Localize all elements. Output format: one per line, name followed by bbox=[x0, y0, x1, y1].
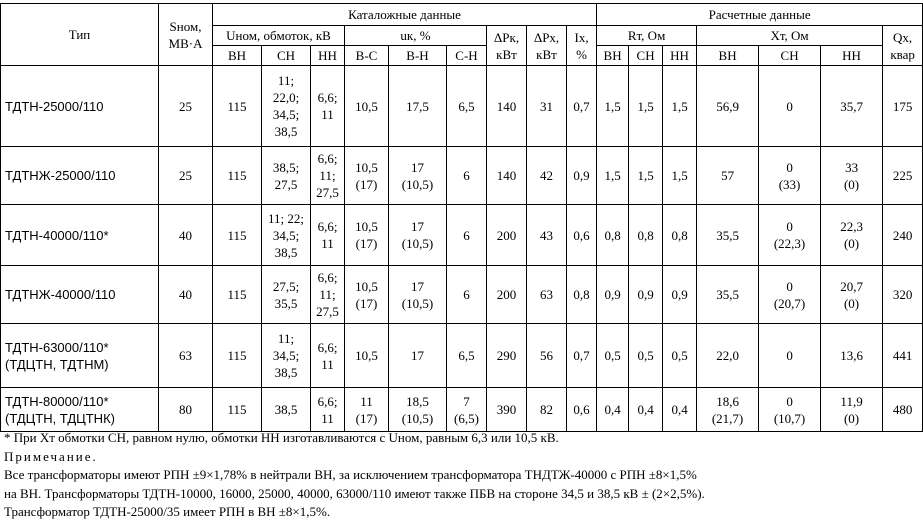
cell-u-vn: 115 bbox=[213, 205, 262, 266]
table-row bbox=[1, 388, 923, 432]
cell-x-sn: 0 bbox=[759, 66, 821, 147]
cell-dpk: 140 bbox=[487, 66, 527, 147]
cell-x-nn: 35,7 bbox=[821, 66, 883, 147]
header-u-nn: НН bbox=[311, 46, 345, 66]
cell-x-vn: 35,5 bbox=[697, 205, 759, 266]
header-dpk: ΔPк, кВт bbox=[487, 26, 527, 66]
cell-r-nn: 0,4 bbox=[663, 388, 697, 432]
cell-qx: 320 bbox=[883, 266, 923, 324]
cell-dpx: 31 bbox=[527, 66, 567, 147]
cell-uk-vs: 10,5 (17) bbox=[345, 266, 389, 324]
cell-uk-sn: 6,5 bbox=[447, 324, 487, 388]
cell-u-nn: 6,6; 11 bbox=[311, 324, 345, 388]
header-r-nn: НН bbox=[663, 46, 697, 66]
header-dpx: ΔPх, кВт bbox=[527, 26, 567, 66]
cell-uk-vn: 17,5 bbox=[389, 66, 447, 147]
cell-dpk: 200 bbox=[487, 266, 527, 324]
header-uk-vs: В-С bbox=[345, 46, 389, 66]
cell-uk-vn: 17 bbox=[389, 324, 447, 388]
cell-u-nn: 6,6; 11 bbox=[311, 66, 345, 147]
header-s-nom: Sном, МВ·А bbox=[159, 4, 213, 66]
cell-type: ТДТН-25000/110 bbox=[1, 66, 159, 147]
cell-uk-vs: 10,5 (17) bbox=[345, 205, 389, 266]
cell-ix: 0,6 bbox=[567, 205, 597, 266]
cell-x-vn: 22,0 bbox=[697, 324, 759, 388]
cell-r-sn: 0,8 bbox=[629, 205, 663, 266]
cell-r-vn: 1,5 bbox=[597, 66, 629, 147]
cell-u-vn: 115 bbox=[213, 66, 262, 147]
cell-u-nn: 6,6; 11 bbox=[311, 388, 345, 432]
cell-ix: 0,8 bbox=[567, 266, 597, 324]
table-row bbox=[1, 266, 923, 324]
cell-x-sn: 0 (10,7) bbox=[759, 388, 821, 432]
cell-r-nn: 0,5 bbox=[663, 324, 697, 388]
cell-uk-sn: 6 bbox=[447, 266, 487, 324]
cell-dpk: 290 bbox=[487, 324, 527, 388]
header-u-vn: ВН bbox=[213, 46, 262, 66]
cell-r-nn: 0,9 bbox=[663, 266, 697, 324]
cell-u-sn: 11; 34,5; 38,5 bbox=[262, 324, 311, 388]
cell-s-nom: 40 bbox=[159, 205, 213, 266]
cell-uk-vs: 11 (17) bbox=[345, 388, 389, 432]
cell-u-nn: 6,6; 11; 27,5 bbox=[311, 147, 345, 205]
header-xt: Xт, Ом bbox=[697, 26, 883, 46]
cell-u-sn: 27,5; 35,5 bbox=[262, 266, 311, 324]
cell-r-vn: 0,4 bbox=[597, 388, 629, 432]
cell-u-sn: 38,5; 27,5 bbox=[262, 147, 311, 205]
table-row bbox=[1, 205, 923, 266]
cell-u-vn: 115 bbox=[213, 324, 262, 388]
cell-x-sn: 0 (33) bbox=[759, 147, 821, 205]
cell-uk-sn: 7 (6,5) bbox=[447, 388, 487, 432]
cell-r-sn: 0,9 bbox=[629, 266, 663, 324]
cell-ix: 0,7 bbox=[567, 66, 597, 147]
cell-s-nom: 25 bbox=[159, 66, 213, 147]
cell-u-vn: 115 bbox=[213, 147, 262, 205]
header-uk: uк, % bbox=[345, 26, 487, 46]
cell-x-sn: 0 (22,3) bbox=[759, 205, 821, 266]
header-u-sn: СН bbox=[262, 46, 311, 66]
header-rt: Rт, Ом bbox=[597, 26, 697, 46]
cell-x-nn: 11,9 (0) bbox=[821, 388, 883, 432]
cell-s-nom: 40 bbox=[159, 266, 213, 324]
cell-qx: 441 bbox=[883, 324, 923, 388]
cell-s-nom: 63 bbox=[159, 324, 213, 388]
header-r-sn: СН bbox=[629, 46, 663, 66]
transformer-spec-table bbox=[0, 3, 923, 432]
cell-qx: 480 bbox=[883, 388, 923, 432]
note-line-3: Трансформатор ТДТН-25000/35 имеет РПН в ВН ±8×1,5%. bbox=[4, 504, 331, 519]
cell-r-sn: 1,5 bbox=[629, 66, 663, 147]
header-x-nn: НН bbox=[821, 46, 883, 66]
cell-x-vn: 18,6 (21,7) bbox=[697, 388, 759, 432]
cell-x-nn: 33 (0) bbox=[821, 147, 883, 205]
header-r-vn: ВН bbox=[597, 46, 629, 66]
table-row bbox=[1, 324, 923, 388]
cell-r-nn: 1,5 bbox=[663, 147, 697, 205]
cell-uk-sn: 6 bbox=[447, 147, 487, 205]
cell-ix: 0,7 bbox=[567, 324, 597, 388]
cell-type: ТДТНЖ-40000/110 bbox=[1, 266, 159, 324]
header-calc: Расчетные данные bbox=[597, 4, 923, 26]
notes-block bbox=[4, 429, 899, 522]
cell-x-sn: 0 bbox=[759, 324, 821, 388]
note-line-1: Все трансформаторы имеют РПН ±9×1,78% в нейтрали ВН, за исключением трансформатора ТНДТЖ-40000 с РПН ±8×1,5% bbox=[4, 467, 697, 482]
cell-r-sn: 0,5 bbox=[629, 324, 663, 388]
cell-u-sn: 38,5 bbox=[262, 388, 311, 432]
note-line-2: на ВН. Трансформаторы ТДТН-10000, 16000, 25000, 40000, 63000/110 имеют также ПБВ на стороне 34,5 и 38,5 кВ ± (2×2,5%). bbox=[4, 485, 705, 501]
cell-qx: 240 bbox=[883, 205, 923, 266]
cell-u-sn: 11; 22; 34,5; 38,5 bbox=[262, 205, 311, 266]
header-type: Тип bbox=[1, 4, 159, 66]
cell-uk-vn: 18,5 (10,5) bbox=[389, 388, 447, 432]
cell-type: ТДТН-40000/110* bbox=[1, 205, 159, 266]
cell-uk-vs: 10,5 bbox=[345, 324, 389, 388]
cell-r-vn: 0,8 bbox=[597, 205, 629, 266]
cell-uk-vn: 17 (10,5) bbox=[389, 266, 447, 324]
cell-uk-vn: 17 (10,5) bbox=[389, 205, 447, 266]
cell-r-nn: 1,5 bbox=[663, 66, 697, 147]
cell-r-vn: 0,5 bbox=[597, 324, 629, 388]
cell-u-sn: 11; 22,0; 34,5; 38,5 bbox=[262, 66, 311, 147]
cell-r-vn: 1,5 bbox=[597, 147, 629, 205]
cell-ix: 0,6 bbox=[567, 388, 597, 432]
cell-dpx: 56 bbox=[527, 324, 567, 388]
cell-x-vn: 56,9 bbox=[697, 66, 759, 147]
cell-type: ТДТН-80000/110* (ТДЦТН, ТДЦТНК) bbox=[1, 388, 159, 432]
cell-dpk: 200 bbox=[487, 205, 527, 266]
cell-r-sn: 0,4 bbox=[629, 388, 663, 432]
cell-s-nom: 80 bbox=[159, 388, 213, 432]
cell-u-vn: 115 bbox=[213, 266, 262, 324]
cell-uk-vn: 17 (10,5) bbox=[389, 147, 447, 205]
cell-dpx: 42 bbox=[527, 147, 567, 205]
cell-r-sn: 1,5 bbox=[629, 147, 663, 205]
cell-x-nn: 13,6 bbox=[821, 324, 883, 388]
header-ix: Iх, % bbox=[567, 26, 597, 66]
cell-x-vn: 35,5 bbox=[697, 266, 759, 324]
cell-s-nom: 25 bbox=[159, 147, 213, 205]
cell-u-nn: 6,6; 11; 27,5 bbox=[311, 266, 345, 324]
cell-uk-vs: 10,5 bbox=[345, 66, 389, 147]
cell-qx: 225 bbox=[883, 147, 923, 205]
header-catalog: Каталожные данные bbox=[213, 4, 597, 26]
table-row bbox=[1, 66, 923, 147]
header-uk-vn: В-Н bbox=[389, 46, 447, 66]
header-uk-sn: С-Н bbox=[447, 46, 487, 66]
header-x-vn: ВН bbox=[697, 46, 759, 66]
cell-dpx: 43 bbox=[527, 205, 567, 266]
cell-u-vn: 115 bbox=[213, 388, 262, 432]
cell-u-nn: 6,6; 11 bbox=[311, 205, 345, 266]
header-x-sn: СН bbox=[759, 46, 821, 66]
footnote: * При Xт обмотки СН, равном нулю, обмотки НН изготавливаются с Uном, равным 6,3 или 10,5 кВ. bbox=[4, 430, 559, 445]
cell-type: ТДТН-63000/110* (ТДЦТН, ТДТНМ) bbox=[1, 324, 159, 388]
note-heading: Примечание. bbox=[4, 448, 98, 464]
cell-r-nn: 0,8 bbox=[663, 205, 697, 266]
cell-ix: 0,9 bbox=[567, 147, 597, 205]
cell-x-nn: 20,7 (0) bbox=[821, 266, 883, 324]
cell-x-nn: 22,3 (0) bbox=[821, 205, 883, 266]
cell-r-vn: 0,9 bbox=[597, 266, 629, 324]
cell-type: ТДТНЖ-25000/110 bbox=[1, 147, 159, 205]
cell-uk-vs: 10,5 (17) bbox=[345, 147, 389, 205]
header-u-nom: Uном, обмоток, кВ bbox=[213, 26, 345, 46]
cell-uk-sn: 6 bbox=[447, 205, 487, 266]
cell-dpx: 63 bbox=[527, 266, 567, 324]
cell-x-vn: 57 bbox=[697, 147, 759, 205]
table-row bbox=[1, 147, 923, 205]
cell-dpk: 140 bbox=[487, 147, 527, 205]
cell-x-sn: 0 (20,7) bbox=[759, 266, 821, 324]
cell-dpx: 82 bbox=[527, 388, 567, 432]
cell-uk-sn: 6,5 bbox=[447, 66, 487, 147]
cell-dpk: 390 bbox=[487, 388, 527, 432]
header-qx: Qх, квар bbox=[883, 26, 923, 66]
cell-qx: 175 bbox=[883, 66, 923, 147]
